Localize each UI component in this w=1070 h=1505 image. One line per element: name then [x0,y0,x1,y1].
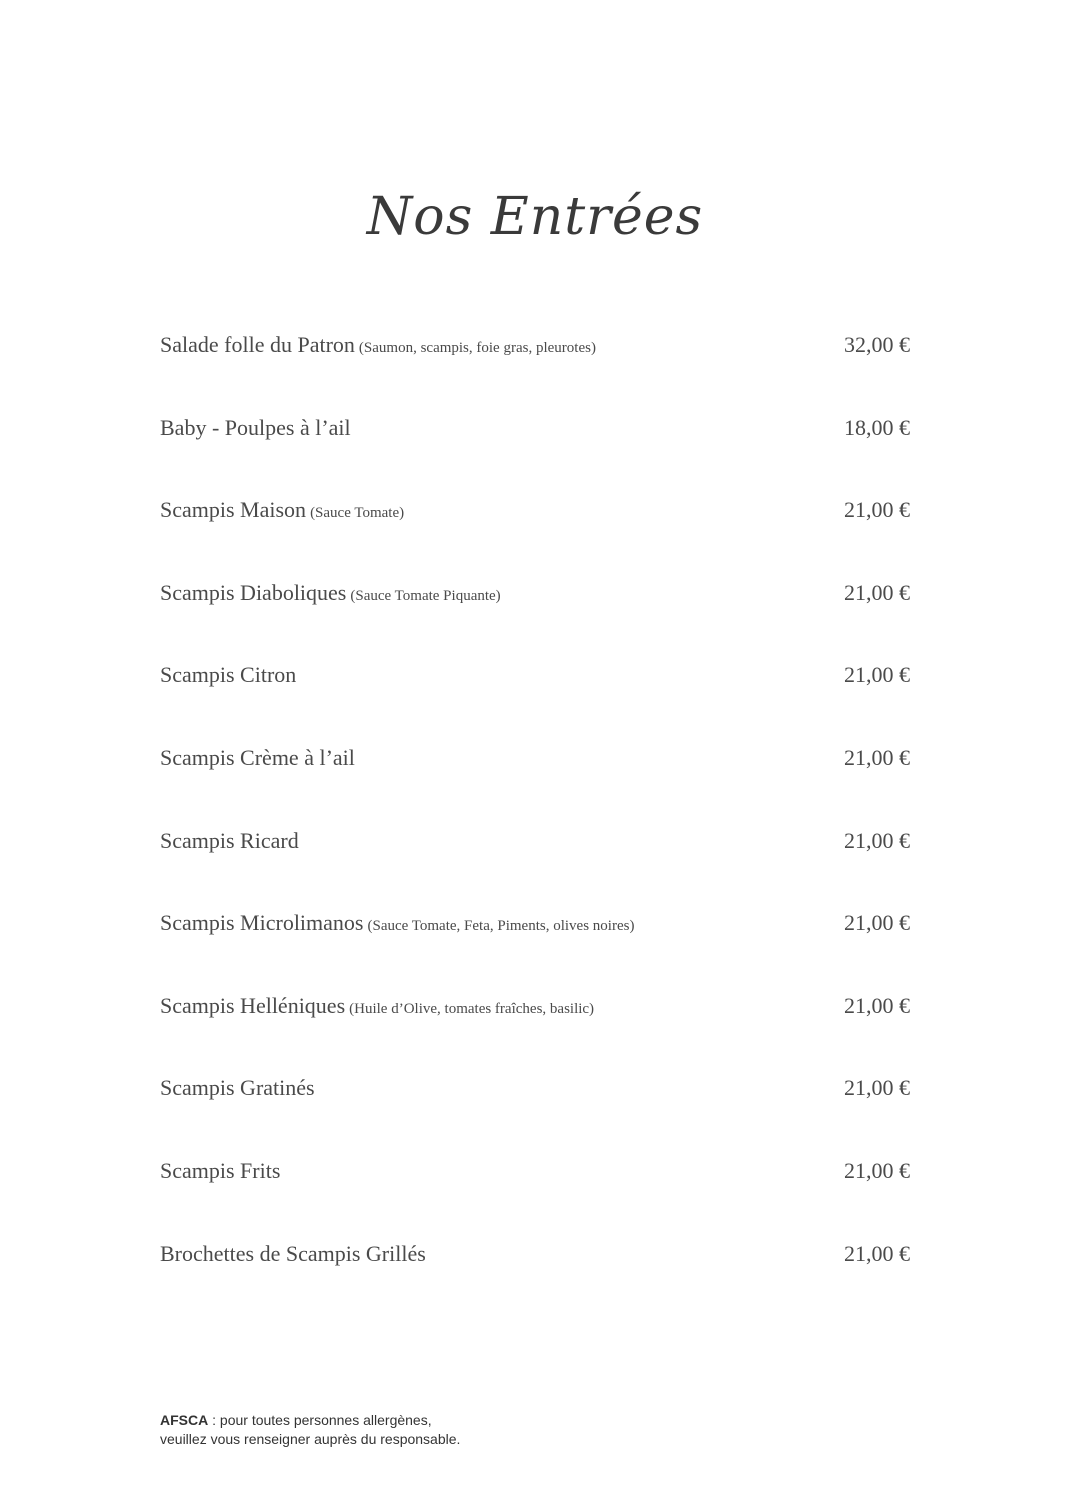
menu-item-text [160,991,594,1024]
menu-item [160,733,910,816]
menu-item-text [160,1156,280,1189]
menu-item [160,898,910,981]
menu-item-name: Baby - Poulpes à l’ail [160,414,351,440]
menu-item [160,816,910,899]
allergen-notice [160,1411,460,1449]
menu-item-text [160,660,296,693]
menu-item-price: 18,00 € [844,414,910,440]
menu-item [160,1146,910,1229]
menu-item [160,1063,910,1146]
menu-item-price: 21,00 € [844,579,910,605]
menu-item [160,568,910,651]
menu-item-price: 21,00 € [844,662,910,688]
menu-item-price: 32,00 € [844,332,910,357]
allergen-notice-text-1: : pour toutes personnes allergènes, [208,1412,432,1428]
menu-item-name: Scampis Maison [160,497,307,523]
menu-item-price: 21,00 € [844,992,910,1018]
menu-item-name: Scampis Frits [160,1157,281,1183]
menu-item-name: Scampis Crème à l’ail [160,744,355,770]
menu-item-text [160,826,299,859]
allergen-notice-line-2: veuillez vous renseigner auprès du responsable. [160,1431,461,1447]
menu-item-text [160,908,634,941]
afsca-label: AFSCA [160,1412,209,1428]
menu-item-name: Scampis Helléniques [160,992,346,1018]
menu-item [160,650,910,733]
menu-item-price: 21,00 € [844,827,910,853]
menu-item-price: 21,00 € [844,744,910,770]
menu-item-name: Scampis Microlimanos [160,910,364,936]
allergen-notice-line-1 [160,1411,460,1430]
menu-item-text [160,330,596,363]
menu-item [160,403,910,486]
menu-item-text [160,743,355,776]
menu-item-name: Scampis Citron [160,662,297,688]
menu-list [160,320,910,1311]
menu-item-detail: (Sauce Tomate) [310,505,405,522]
menu-item [160,485,910,568]
menu-item-price: 21,00 € [844,1157,910,1183]
menu-item-detail: (Sauce Tomate, Feta, Piments, olives noires) [367,918,635,935]
menu-item-text [160,578,501,611]
menu-item [160,981,910,1064]
menu-item-name: Scampis Gratinés [160,1075,315,1101]
menu-item [160,320,910,403]
menu-item-price: 21,00 € [844,497,910,523]
menu-item [160,1229,910,1312]
menu-item-price: 21,00 € [844,910,910,936]
menu-item-price: 21,00 € [844,1075,910,1101]
menu-item-name: Scampis Ricard [160,827,299,853]
menu-item-detail: (Huile d’Olive, tomates fraîches, basilic) [349,1000,595,1017]
menu-item-text [160,1073,315,1106]
menu-item-price: 21,00 € [844,1240,910,1266]
menu-item-text [160,495,404,528]
menu-item-name: Salade folle du Patron [160,332,355,357]
menu-item-name: Brochettes de Scampis Grillés [160,1240,426,1266]
page-title: Nos Entrées [366,187,704,247]
menu-item-name: Scampis Diaboliques [160,579,347,605]
menu-item-detail: (Sauce Tomate Piquante) [350,587,501,604]
menu-item-text [160,1239,426,1272]
menu-item-text [160,413,351,446]
menu-item-detail: (Saumon, scampis, foie gras, pleurotes) [358,340,596,356]
